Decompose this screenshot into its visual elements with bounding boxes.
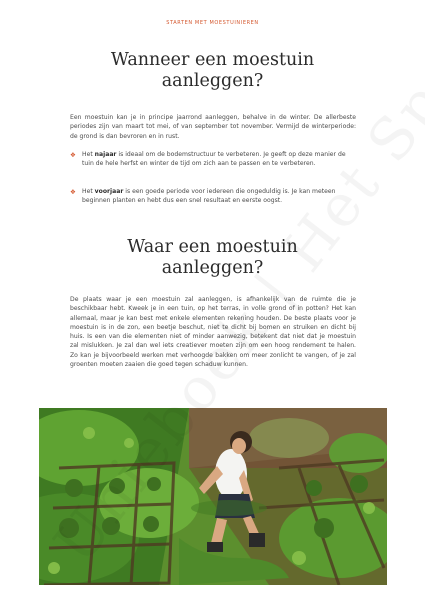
running-head: STARTEN MET MOESTUINIEREN bbox=[166, 20, 259, 26]
bullet-text: Het voorjaar is een goede periode voor iedereen die ongeduldig is. Je kan meteen beginnen planten en hebt dus een snel resultaat en eerste oogst. bbox=[82, 188, 336, 205]
location-paragraph: De plaats waar je een moestuin zal aanleggen, is afhankelijk van de ruimte die je beschikbaar hebt. Kweek je in een tuin, op het terras, in volle grond of in potten? Het kan allemaal, maar je kan best met enkele elementen rekening houden. De beste plaats voor je moestuin is in de zon, een beetje beschut, niet te dicht bij bomen en struiken en dicht bij huis. Is een van die elementen niet of minder aanwezig, betekent dat niet dat je moestuin zal mislukken. Je zal dan wel iets creatiever moeten zijn om een hoog rendement te halen. Zo kan je bijvoorbeeld werken met verhoogde bakken om meer zonlicht te vangen, of je zal groenten moeten zaaien die goed tegen schaduw kunnen. bbox=[70, 296, 356, 369]
bullet-item-autumn bbox=[70, 150, 356, 169]
heading-line-2: aanleggen? bbox=[161, 71, 264, 91]
heading-line-1: Waar een moestuin bbox=[127, 237, 298, 257]
section-heading-when bbox=[60, 50, 365, 92]
bullet-diamond-icon: ❖ bbox=[70, 151, 76, 159]
section-heading-where bbox=[60, 237, 365, 279]
bullet-diamond-icon: ❖ bbox=[70, 188, 76, 196]
bullet-keyword: voorjaar bbox=[94, 188, 124, 195]
bullet-item-spring bbox=[70, 187, 356, 206]
bullet-text: Het najaar is ideaal om de bodemstructuur te verbeteren. Je geeft op deze manier de tuin de hele herfst en winter de tijd om zich aan te passen en te verbeteren. bbox=[82, 151, 346, 168]
intro-paragraph: Een moestuin kan je in principe jaarrond aanleggen, behalve in de winter. De allerbeste periodes zijn van maart tot mei, of van september tot november. Vermijd de winterperiode: de grond is dan bevroren en in rust. bbox=[70, 114, 356, 140]
bullet-keyword: najaar bbox=[94, 151, 117, 158]
heading-line-2: aanleggen? bbox=[161, 258, 264, 278]
garden-photo bbox=[39, 408, 387, 585]
heading-line-1: Wanneer een moestuin bbox=[110, 50, 315, 70]
